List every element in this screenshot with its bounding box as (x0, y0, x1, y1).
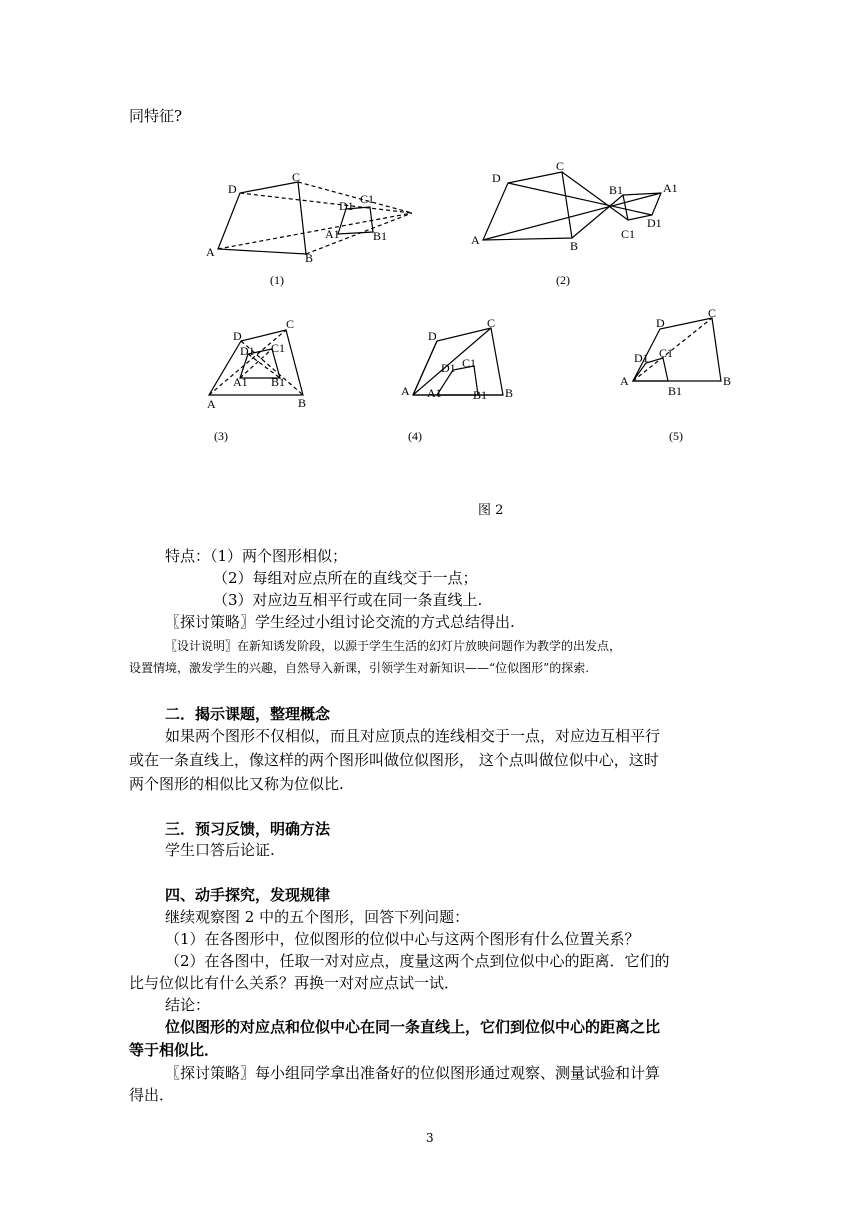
figure-2-diagrams (0, 0, 860, 480)
fig5-label-A: A (620, 374, 629, 388)
fig2-label-D: D (492, 171, 501, 185)
section-4-line-4: 比与位似比有什么关系？再换一对对应点试一试． (129, 974, 460, 992)
fig2-label-C1: C1 (621, 227, 636, 241)
fig3-label-D: D (233, 329, 242, 343)
section-4-line-7: 得出． (129, 1086, 175, 1104)
fig1-label-A: A (206, 245, 215, 259)
figure-2 (471, 159, 678, 253)
fig1-label-B1: B1 (373, 229, 388, 243)
section-4-line-6: 〖探讨策略〗每小组同学拿出准备好的位似图形通过观察、测量试验和计算 (165, 1064, 661, 1082)
fig4-label-C1: C1 (462, 356, 477, 370)
conclusion-bold-2: 等于相似比． (129, 1041, 220, 1059)
fig2-label-B: B (570, 239, 579, 253)
fig5-label-B: B (723, 374, 732, 388)
fig4-label-D1: D1 (441, 361, 456, 375)
fig3-label-A: A (207, 397, 216, 411)
fig1-label-D: D (228, 182, 237, 196)
fig4-label-C: C (487, 316, 496, 330)
fig1-label-D1: D1 (339, 199, 354, 213)
fig5-label-D1: D1 (634, 351, 649, 365)
fig1-label-B: B (305, 251, 314, 265)
fig4-label-A1: A1 (427, 386, 442, 400)
sub-label-1: (1) (270, 273, 284, 287)
figure-5 (620, 306, 731, 398)
fig2-label-D1: D1 (647, 216, 662, 230)
intro-tail: 同特征? (129, 107, 183, 125)
fig3-label-A1: A1 (233, 375, 248, 389)
fig1-label-A1: A1 (325, 227, 340, 241)
feature-line-1: 特点：（1）两个图形相似； (165, 547, 348, 565)
page-number: 3 (426, 1131, 434, 1145)
design-note-line-1: 〖设计说明〗在新知诱发阶段，以源于学生生活的幻灯片放映问题作为教学的出发点， (165, 639, 622, 653)
section-4-line-5: 结论： (165, 996, 211, 1014)
sub-label-3: (3) (214, 429, 228, 443)
figure-1 (206, 170, 412, 265)
fig5-label-D: D (656, 316, 665, 330)
fig4-label-B: B (505, 386, 514, 400)
strategy-text-1: 〖探讨策略〗学生经过小组讨论交流的方式总结得出. (165, 613, 515, 631)
section-2-title: 二．揭示课题，整理概念 (165, 705, 331, 723)
feature-line-3: （3）对应边互相平行或在同一条直线上. (213, 591, 483, 609)
fig1-label-C: C (292, 170, 301, 184)
fig3-label-D1: D1 (240, 344, 255, 358)
section-2-line-2: 或在一条直线上，像这样的两个图形叫做位似图形， 这个点叫做位似中心，这时 (129, 751, 659, 769)
section-4-line-3: （2）在各图中，任取一对对应点，度量这两个点到位似中心的距离．它们的 (165, 952, 670, 970)
sub-label-5: (5) (669, 429, 683, 443)
fig5-label-C: C (708, 306, 717, 320)
figure-4 (401, 316, 513, 402)
fig2-label-A: A (471, 233, 480, 247)
fig4-label-A: A (401, 384, 410, 398)
conclusion-bold-1: 位似图形的对应点和位似中心在同一条直线上，它们到位似中心的距离之比 (165, 1018, 661, 1036)
fig4-label-B1: B1 (473, 388, 488, 402)
section-4-line-2: （1）在各图形中，位似图形的位似中心与这两个图形有什么位置关系？ (165, 930, 640, 948)
fig2-label-A1: A1 (663, 181, 678, 195)
fig2-label-B1: B1 (609, 183, 624, 197)
fig3-label-B: B (298, 396, 307, 410)
fig3-label-C1: C1 (271, 341, 286, 355)
fig5-label-C1: C1 (659, 346, 674, 360)
section-3-line-1: 学生口答后论证. (165, 841, 275, 859)
fig3-label-C: C (286, 317, 295, 331)
feature-line-2: （2）每组对应点所在的直线交于一点； (213, 569, 478, 587)
sub-label-4: (4) (408, 429, 422, 443)
figure-caption: 图 2 (478, 503, 504, 518)
section-2-line-3: 两个图形的相似比又称为位似比. (129, 775, 344, 793)
design-note-line-2: 设置情境，激发学生的兴趣，自然导入新课，引领学生对新知识——“位似图形”的探索. (129, 661, 590, 675)
section-4-line-1: 继续观察图 2 中的五个图形，回答下列问题： (165, 908, 470, 926)
fig4-label-D: D (428, 329, 437, 343)
figure-3 (207, 317, 306, 411)
section-4-title: 四、动手探究，发现规律 (165, 886, 331, 904)
fig3-label-B1: B1 (271, 375, 286, 389)
section-2-line-1: 如果两个图形不仅相似，而且对应顶点的连线相交于一点，对应边互相平行 (165, 727, 661, 745)
sub-label-2: (2) (556, 273, 570, 287)
section-3-title: 三．预习反馈，明确方法 (165, 820, 331, 838)
fig1-label-C1: C1 (360, 192, 375, 206)
fig5-label-B1: B1 (668, 384, 683, 398)
fig2-label-C: C (556, 159, 565, 173)
